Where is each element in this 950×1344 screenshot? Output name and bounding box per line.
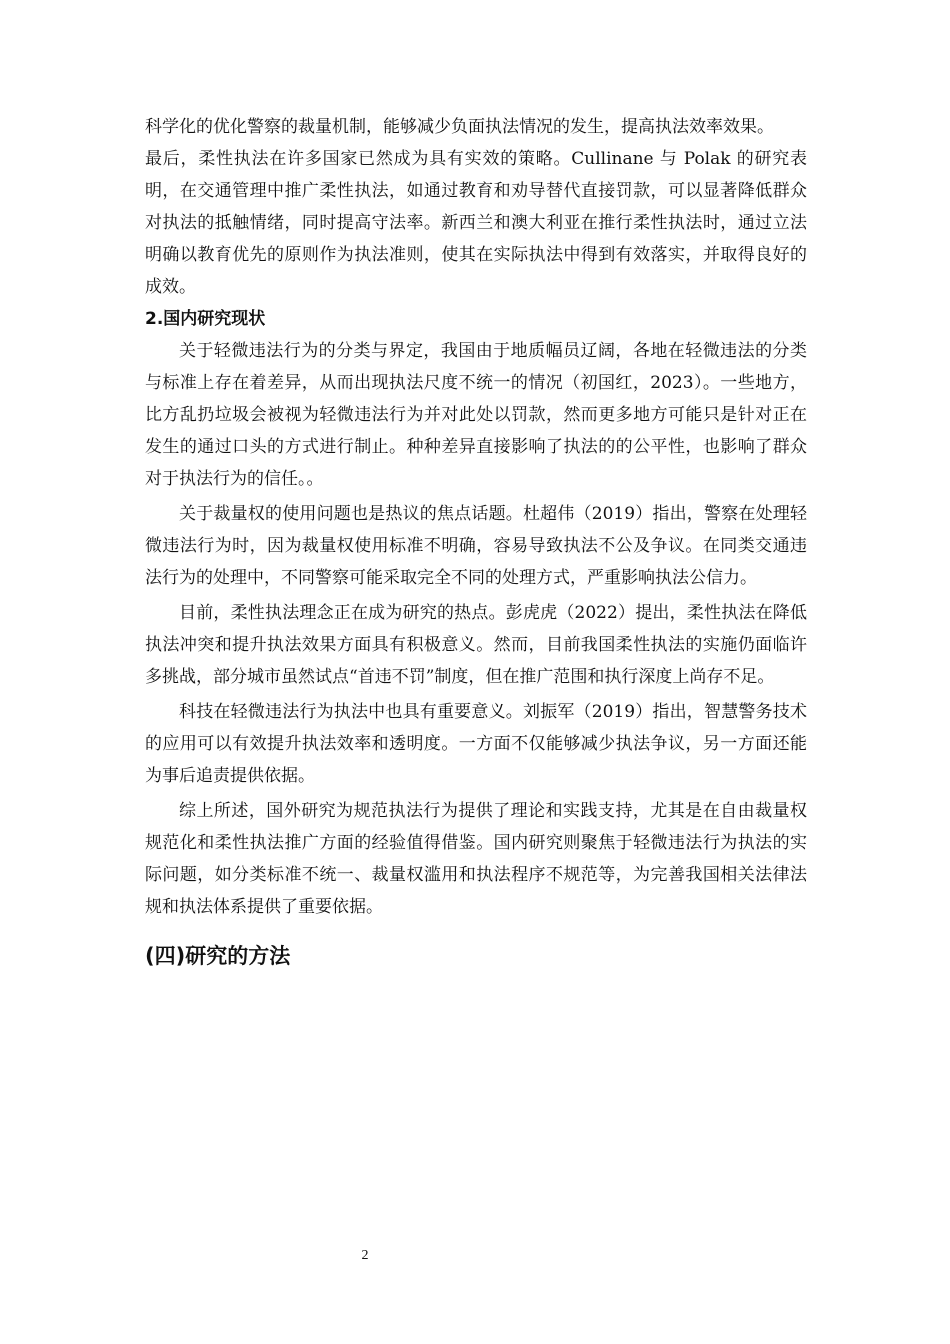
paragraph-discretion: 关于裁量权的使用问题也是热议的焦点话题。杜超伟（2019）指出，警察在处理轻微违法行为时，因为裁量权使用标准不明确，容易导致执法不公及争议。在同类交通违法行为的处理中，不同警察可能采取完全不同的处理方式，严重影响执法公信力。: [145, 504, 807, 588]
paragraph-flexible-enforcement: 最后，柔性执法在许多国家已然成为具有实效的策略。Cullinane 与 Polak 的研究表明，在交通管理中推广柔性执法，如通过教育和劝导替代直接罚款，可以显著降低群众对执法的抵触情绪，同时提高守法率。新西兰和澳大利亚在推行柔性执法时，通过立法明确以教育优先的原则作为执法准则，使其在实际执法中得到有效落实，并取得良好的成效。: [145, 149, 807, 297]
body-text: [145, 111, 807, 973]
paragraph-flexible-concept: 目前，柔性执法理念正在成为研究的热点。彭虎虎（2022）提出，柔性执法在降低执法冲突和提升执法效果方面具有积极意义。然而，目前我国柔性执法的实施仍面临许多挑战，部分城市虽然试点“首违不罚”制度，但在推广范围和执行深度上尚存不足。: [145, 603, 807, 687]
paragraph-classification: 关于轻微违法行为的分类与界定，我国由于地质幅员辽阔，各地在轻微违法的分类与标准上存在着差异，从而出现执法尺度不统一的情况（初国红，2023）。一些地方，比方乱扔垃圾会被视为轻微违法行为并对此处以罚款，然而更多地方可能只是针对正在发生的通过口头的方式进行制止。种种差异直接影响了执法的的公平性，也影响了群众对于执法行为的信任。。: [145, 341, 807, 489]
paragraph-technology: 科技在轻微违法行为执法中也具有重要意义。刘振军（2019）指出，智慧警务技术的应用可以有效提升执法效率和透明度。一方面不仅能够减少执法争议，另一方面还能为事后追责提供依据。: [145, 702, 807, 786]
paragraph-foreign-continued: 科学化的优化警察的裁量机制，能够减少负面执法情况的发生，提高执法效率效果。: [145, 117, 774, 137]
subsection-heading-domestic: 2.国内研究现状: [145, 309, 266, 329]
page-number: 2: [361, 1248, 369, 1263]
section-heading-methods: (四)研究的方法: [145, 944, 291, 968]
paragraph-summary: 综上所述，国外研究为规范执法行为提供了理论和实践支持，尤其是在自由裁量权规范化和柔性执法推广方面的经验值得借鉴。国内研究则聚焦于轻微违法行为执法的实际问题，如分类标准不统一、裁量权滥用和执法程序不规范等，为完善我国相关法律法规和执法体系提供了重要依据。: [145, 801, 807, 917]
